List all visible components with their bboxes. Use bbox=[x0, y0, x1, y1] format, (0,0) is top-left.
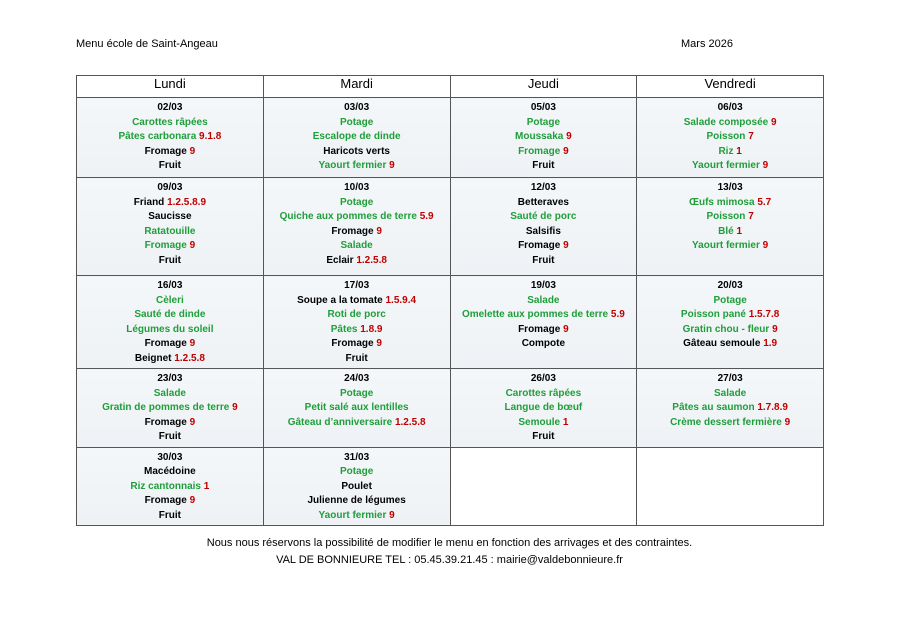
allergen-codes: 1 bbox=[736, 225, 743, 237]
allergen-codes: 5.9 bbox=[419, 211, 434, 222]
menu-item bbox=[639, 196, 821, 211]
allergen-codes: 9 bbox=[770, 116, 777, 128]
menu-item bbox=[266, 401, 448, 416]
allergen-codes: 9 bbox=[563, 145, 569, 157]
dish-name: Yaourt fermier bbox=[318, 509, 387, 521]
dish-name: Salsifis bbox=[525, 225, 561, 237]
dish-name: Fromage bbox=[144, 416, 187, 428]
allergen-codes: 9 bbox=[189, 338, 196, 349]
dish-name: Crème dessert fermière bbox=[670, 416, 782, 428]
week-row bbox=[77, 447, 824, 526]
week-row bbox=[77, 98, 824, 178]
menu-day-cell bbox=[637, 178, 824, 276]
dish-name: Julienne de légumes bbox=[307, 495, 406, 506]
day-header-lundi: Lundi bbox=[77, 76, 264, 98]
dish-name: Omelette aux pommes de terre bbox=[461, 309, 609, 320]
menu-item bbox=[266, 254, 448, 269]
allergen-codes: 1.5.7.8 bbox=[748, 309, 780, 320]
menu-body bbox=[77, 98, 824, 526]
dish-name: Beignet bbox=[134, 352, 172, 364]
menu-item bbox=[266, 210, 448, 225]
menu-item bbox=[266, 323, 448, 338]
document-title: Menu école de Saint-Angeau bbox=[76, 38, 218, 50]
menu-item bbox=[79, 337, 261, 352]
menu-item bbox=[79, 465, 261, 480]
menu-item bbox=[639, 294, 821, 309]
menu-item bbox=[453, 239, 635, 254]
menu-table bbox=[76, 75, 824, 526]
dish-name: Potage bbox=[339, 196, 374, 208]
menu-item bbox=[453, 116, 635, 131]
week-row bbox=[77, 369, 824, 448]
allergen-codes: 9.1.8 bbox=[199, 131, 222, 142]
menu-item bbox=[79, 145, 261, 160]
dish-name: Salade bbox=[340, 240, 373, 251]
dish-name: Fromage bbox=[331, 225, 374, 237]
menu-item bbox=[639, 323, 821, 338]
menu-item bbox=[266, 239, 448, 254]
dish-name: Fromage bbox=[144, 240, 187, 251]
allergen-codes: 9 bbox=[189, 495, 196, 506]
menu-item bbox=[79, 323, 261, 338]
menu-day-cell bbox=[450, 178, 637, 276]
menu-item bbox=[266, 159, 448, 174]
menu-item bbox=[639, 225, 821, 240]
menu-item bbox=[266, 465, 448, 480]
menu-item bbox=[79, 308, 261, 323]
dish-name: Fruit bbox=[158, 160, 181, 171]
allergen-codes: 9 bbox=[563, 323, 569, 335]
menu-item bbox=[266, 130, 448, 145]
menu-date: 06/03 bbox=[717, 102, 743, 113]
menu-item bbox=[79, 352, 261, 367]
menu-item bbox=[79, 225, 261, 240]
menu-item bbox=[453, 159, 635, 174]
menu-item bbox=[639, 337, 821, 352]
allergen-codes: 1.7.8.9 bbox=[757, 402, 788, 413]
menu-item bbox=[79, 494, 261, 509]
menu-day-cell bbox=[77, 98, 264, 178]
dish-name: Fruit bbox=[158, 254, 181, 266]
dish-name: Carottes râpées bbox=[132, 116, 208, 128]
allergen-codes: 5.7 bbox=[757, 196, 772, 208]
allergen-codes: 1.2.5.8 bbox=[394, 416, 426, 428]
menu-item bbox=[266, 294, 448, 309]
dish-name: Fruit bbox=[532, 254, 555, 266]
menu-date: 20/03 bbox=[717, 280, 743, 291]
menu-item bbox=[79, 130, 261, 145]
menu-item bbox=[79, 294, 261, 309]
menu-item bbox=[453, 416, 635, 431]
menu-item bbox=[266, 225, 448, 240]
dish-name: Gâteau d’anniversaire bbox=[287, 416, 393, 428]
menu-item bbox=[266, 196, 448, 211]
dish-name: Fruit bbox=[532, 160, 555, 171]
allergen-codes: 9 bbox=[772, 323, 778, 335]
menu-item bbox=[639, 116, 821, 131]
menu-date: 02/03 bbox=[157, 102, 183, 113]
dish-name: Riz bbox=[718, 145, 734, 157]
menu-item bbox=[639, 308, 821, 323]
menu-date: 30/03 bbox=[157, 451, 183, 463]
allergen-codes: 1.2.5.8.9 bbox=[167, 196, 206, 208]
dish-name: Fromage bbox=[518, 145, 561, 157]
dish-name: Fruit bbox=[158, 431, 181, 442]
menu-item bbox=[266, 337, 448, 352]
menu-item bbox=[266, 416, 448, 431]
menu-item bbox=[79, 159, 261, 174]
menu-item bbox=[453, 145, 635, 160]
dish-name: Carottes râpées bbox=[505, 387, 582, 399]
menu-item bbox=[639, 145, 821, 160]
dish-name: Haricots verts bbox=[323, 145, 390, 157]
dish-name: Sauté de dinde bbox=[134, 309, 206, 320]
menu-item bbox=[79, 239, 261, 254]
dish-name: Quiche aux pommes de terre bbox=[279, 211, 417, 222]
menu-day-cell bbox=[450, 276, 637, 369]
dish-name: Ratatouille bbox=[144, 225, 196, 237]
dish-name: Potage bbox=[713, 294, 747, 306]
menu-item bbox=[266, 116, 448, 131]
dish-name: Macédoine bbox=[144, 466, 196, 477]
dish-name: Potage bbox=[339, 387, 374, 399]
menu-item bbox=[453, 254, 635, 269]
menu-item bbox=[266, 308, 448, 323]
allergen-codes: 1 bbox=[562, 416, 569, 428]
allergen-codes: 9 bbox=[189, 416, 196, 428]
allergen-codes: 9 bbox=[189, 240, 196, 251]
allergen-codes: 1 bbox=[736, 145, 742, 157]
dish-name: Fruit bbox=[158, 509, 181, 521]
menu-day-cell bbox=[263, 178, 450, 276]
menu-day-cell bbox=[263, 447, 450, 526]
allergen-codes: 9 bbox=[389, 160, 395, 171]
menu-date: 17/03 bbox=[344, 280, 370, 291]
menu-item bbox=[639, 239, 821, 254]
dish-name: Salade bbox=[527, 294, 560, 306]
menu-item bbox=[79, 480, 261, 495]
dish-name: Salade composée bbox=[683, 116, 769, 128]
dish-name: Compote bbox=[521, 338, 566, 349]
day-header-jeudi: Jeudi bbox=[450, 76, 637, 98]
menu-item bbox=[453, 225, 635, 240]
dish-name: Fromage bbox=[144, 338, 187, 349]
dish-name: Betteraves bbox=[517, 196, 569, 208]
menu-date: 26/03 bbox=[530, 373, 556, 384]
menu-day-cell bbox=[77, 447, 264, 526]
menu-day-cell bbox=[637, 447, 824, 526]
menu-day-cell bbox=[450, 369, 637, 448]
menu-item bbox=[79, 509, 261, 524]
dish-name: Roti de porc bbox=[327, 309, 386, 320]
menu-date: 27/03 bbox=[717, 373, 743, 384]
menu-item bbox=[639, 416, 821, 431]
dish-name: Pâtes carbonara bbox=[118, 131, 197, 142]
footer-contact: VAL DE BONNIEURE TEL : 05.45.39.21.45 : mairie@valdebonnieure.fr bbox=[276, 554, 623, 566]
dish-name: Poisson bbox=[706, 131, 746, 142]
menu-item bbox=[79, 430, 261, 445]
menu-date: 23/03 bbox=[157, 373, 183, 384]
menu-date: 09/03 bbox=[157, 182, 183, 193]
menu-date: 13/03 bbox=[717, 182, 743, 193]
dish-name: Œufs mimosa bbox=[688, 196, 755, 208]
dish-name: Gratin de pommes de terre bbox=[102, 402, 230, 413]
dish-name: Potage bbox=[339, 116, 374, 128]
menu-item bbox=[639, 130, 821, 145]
allergen-codes: 1.8.9 bbox=[360, 323, 383, 335]
menu-date: 24/03 bbox=[344, 373, 370, 384]
menu-day-cell bbox=[263, 369, 450, 448]
menu-item bbox=[266, 509, 448, 524]
dish-name: Friand bbox=[133, 196, 165, 208]
dish-name: Blé bbox=[718, 225, 734, 237]
menu-item bbox=[79, 196, 261, 211]
dish-name: Fruit bbox=[532, 431, 555, 442]
menu-date: 03/03 bbox=[344, 102, 370, 113]
dish-name: Yaourt fermier bbox=[692, 160, 760, 171]
menu-day-cell bbox=[263, 276, 450, 369]
dish-name: Saucisse bbox=[148, 211, 192, 222]
allergen-codes: 9 bbox=[762, 240, 769, 251]
dish-name: Soupe a la tomate bbox=[297, 294, 383, 306]
menu-day-cell bbox=[637, 369, 824, 448]
menu-day-cell bbox=[263, 98, 450, 178]
dish-name: Fromage bbox=[518, 323, 561, 335]
menu-item bbox=[453, 196, 635, 211]
menu-item bbox=[639, 401, 821, 416]
day-header-row bbox=[77, 76, 824, 98]
dish-name: Fruit bbox=[345, 352, 368, 364]
menu-day-cell bbox=[637, 98, 824, 178]
dish-name: Légumes du soleil bbox=[126, 323, 214, 335]
menu-item bbox=[453, 387, 635, 402]
allergen-codes: 5.9 bbox=[610, 309, 625, 320]
allergen-codes: 9 bbox=[389, 509, 395, 521]
menu-day-cell bbox=[77, 276, 264, 369]
dish-name: Eclair bbox=[326, 254, 354, 266]
menu-item bbox=[639, 210, 821, 225]
menu-item bbox=[79, 416, 261, 431]
dish-name: Fromage bbox=[144, 495, 187, 506]
menu-item bbox=[79, 254, 261, 269]
dish-name: Yaourt fermier bbox=[318, 160, 387, 171]
menu-item bbox=[639, 387, 821, 402]
menu-date: 12/03 bbox=[530, 182, 556, 193]
dish-name: Salade bbox=[153, 387, 186, 399]
menu-item bbox=[79, 210, 261, 225]
menu-item bbox=[453, 430, 635, 445]
dish-name: Poisson pané bbox=[680, 309, 746, 320]
menu-item bbox=[453, 401, 635, 416]
allergen-codes: 9 bbox=[376, 225, 382, 237]
document-month: Mars 2026 bbox=[681, 38, 733, 50]
menu-day-cell bbox=[450, 447, 637, 526]
dish-name: Fromage bbox=[331, 338, 374, 349]
menu-item bbox=[266, 494, 448, 509]
dish-name: Poisson bbox=[706, 211, 746, 222]
dish-name: Poulet bbox=[341, 480, 372, 492]
allergen-codes: 7 bbox=[748, 131, 754, 142]
menu-item bbox=[266, 387, 448, 402]
allergen-codes: 7 bbox=[748, 211, 754, 222]
day-header-vendredi: Vendredi bbox=[637, 76, 824, 98]
menu-item bbox=[79, 387, 261, 402]
menu-day-cell bbox=[637, 276, 824, 369]
menu-item bbox=[453, 337, 635, 352]
dish-name: Langue de bœuf bbox=[504, 402, 583, 413]
menu-day-cell bbox=[450, 98, 637, 178]
dish-name: Potage bbox=[339, 466, 374, 477]
menu-item bbox=[639, 159, 821, 174]
menu-day-cell bbox=[77, 369, 264, 448]
dish-name: Yaourt fermier bbox=[692, 240, 760, 251]
menu-date: 16/03 bbox=[157, 280, 183, 291]
dish-name: Petit salé aux lentilles bbox=[304, 402, 409, 413]
allergen-codes: 1.2.5.8 bbox=[356, 254, 387, 266]
week-row bbox=[77, 276, 824, 369]
allergen-codes: 9 bbox=[376, 338, 382, 349]
allergen-codes: 1.2.5.8 bbox=[174, 352, 205, 364]
footer-disclaimer: Nous nous réservons la possibilité de modifier le menu en fonction des arrivages et des contraintes. bbox=[206, 537, 693, 549]
dish-name: Fromage bbox=[518, 240, 561, 251]
week-row bbox=[77, 178, 824, 276]
menu-item bbox=[453, 308, 635, 323]
allergen-codes: 1 bbox=[203, 480, 210, 492]
allergen-codes: 9 bbox=[232, 402, 238, 413]
menu-item bbox=[266, 145, 448, 160]
dish-name: Escalope de dinde bbox=[312, 131, 401, 142]
allergen-codes: 9 bbox=[189, 145, 196, 157]
allergen-codes: 1.9 bbox=[763, 338, 778, 349]
dish-name: Pâtes au saumon bbox=[672, 402, 755, 413]
dish-name: Moussaka bbox=[515, 131, 564, 142]
dish-name: Semoule bbox=[518, 416, 561, 428]
menu-item bbox=[453, 210, 635, 225]
menu-item bbox=[453, 130, 635, 145]
allergen-codes: 1.5.9.4 bbox=[385, 294, 417, 306]
menu-day-cell bbox=[77, 178, 264, 276]
day-header-mardi: Mardi bbox=[263, 76, 450, 98]
dish-name: Cèleri bbox=[155, 294, 184, 306]
menu-date: 19/03 bbox=[530, 280, 556, 291]
allergen-codes: 9 bbox=[566, 131, 572, 142]
menu-date: 31/03 bbox=[344, 451, 370, 463]
menu-item bbox=[453, 323, 635, 338]
menu-item bbox=[79, 116, 261, 131]
allergen-codes: 9 bbox=[563, 240, 569, 251]
menu-item bbox=[266, 352, 448, 367]
dish-name: Gratin chou - fleur bbox=[682, 323, 770, 335]
menu-item bbox=[453, 294, 635, 309]
dish-name: Potage bbox=[526, 116, 561, 128]
dish-name: Fromage bbox=[144, 145, 187, 157]
menu-date: 05/03 bbox=[530, 102, 556, 113]
allergen-codes: 9 bbox=[762, 160, 769, 171]
menu-item bbox=[79, 401, 261, 416]
dish-name: Gâteau semoule bbox=[683, 338, 761, 349]
allergen-codes: 9 bbox=[784, 416, 791, 428]
menu-date: 10/03 bbox=[344, 182, 370, 193]
dish-name: Pâtes bbox=[330, 323, 358, 335]
dish-name: Sauté de porc bbox=[510, 211, 577, 222]
dish-name: Salade bbox=[714, 387, 747, 399]
menu-item bbox=[266, 480, 448, 495]
dish-name: Riz cantonnais bbox=[130, 480, 201, 492]
